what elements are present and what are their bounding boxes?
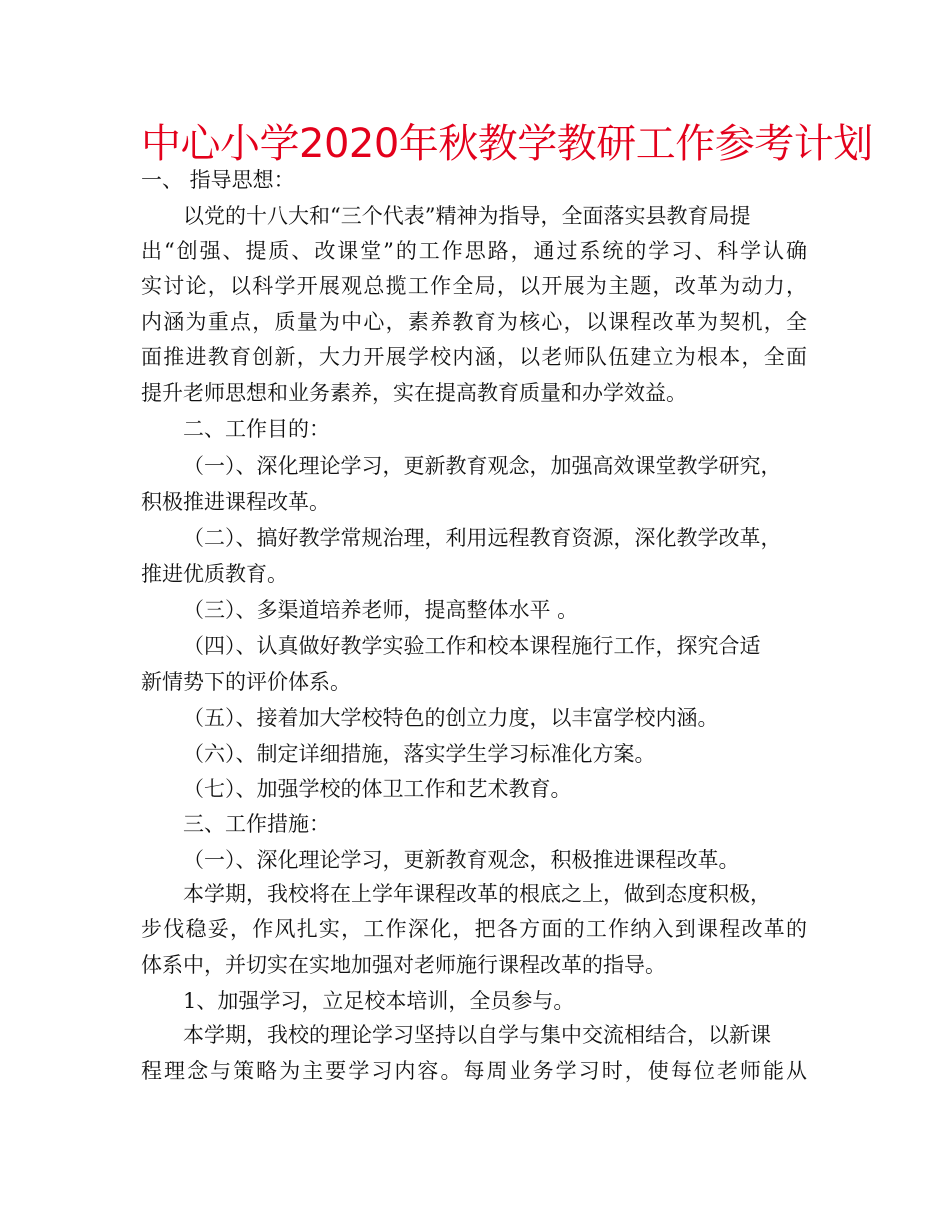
paragraph-line: 出“创强、提质、改课堂”的工作思路，通过系统的学习、科学认确 bbox=[141, 239, 807, 263]
paragraph-line: 内涵为重点，质量为中心，素养教育为核心，以课程改革为契机，全 bbox=[141, 310, 807, 334]
subsection-heading: 1、加强学习，立足校本培训，全员参与。 bbox=[183, 989, 575, 1013]
list-item-line: 积极推进课程改革。 bbox=[141, 490, 330, 514]
list-item-line: （五）、接着加大学校特色的创立力度，以丰富学校内涵。 bbox=[183, 706, 719, 730]
list-item-line: （二）、搞好教学常规治理，利用远程教育资源，深化教学改革， bbox=[183, 526, 782, 550]
section-heading: 一、 指导思想： bbox=[141, 168, 295, 192]
paragraph-line: 以党的十八大和“三个代表”精神为指导，全面落实县教育局提 bbox=[183, 204, 751, 228]
document-title: 中心小学2020年秋教学教研工作参考计划 bbox=[141, 121, 873, 167]
list-item-line: （一）、深化理论学习，更新教育观念，积极推进课程改革。 bbox=[183, 848, 740, 872]
paragraph-line: 本学期，我校的理论学习坚持以自学与集中交流相结合，以新课 bbox=[183, 1023, 771, 1047]
list-item-line: 推进优质教育。 bbox=[141, 562, 288, 586]
paragraph-line: 体系中，并切实在实地加强对老师施行课程改革的指导。 bbox=[141, 953, 666, 977]
paragraph-line: 步伐稳妥，作风扎实，工作深化，把各方面的工作纳入到课程改革的 bbox=[141, 917, 807, 941]
list-item-line: （三）、多渠道培养老师，提高整体水平 。 bbox=[183, 598, 579, 622]
list-item-line: （四）、认真做好教学实验工作和校本课程施行工作，探究合适 bbox=[183, 634, 761, 658]
list-item-line: （七）、加强学校的体卫工作和艺术教育。 bbox=[183, 777, 572, 801]
section-heading: 二、工作目的： bbox=[183, 417, 330, 441]
section-heading: 三、工作措施： bbox=[183, 812, 330, 836]
list-item-line: （六）、制定详细措施，落实学生学习标准化方案。 bbox=[183, 742, 656, 766]
paragraph-line: 实讨论，以科学开展观总揽工作全局，以开展为主题，改革为动力， bbox=[141, 274, 807, 298]
paragraph-line: 提升老师思想和业务素养，实在提高教育质量和办学效益。 bbox=[141, 381, 687, 405]
paragraph-line: 程理念与策略为主要学习内容。每周业务学习时，使每位老师能从 bbox=[141, 1059, 807, 1083]
list-item-line: （一）、深化理论学习，更新教育观念，加强高效课堂教学研究， bbox=[183, 454, 782, 478]
paragraph-line: 本学期，我校将在上学年课程改革的根底之上，做到态度积极， bbox=[183, 882, 771, 906]
list-item-line: 新情势下的评价体系。 bbox=[141, 670, 351, 694]
paragraph-line: 面推进教育创新，大力开展学校内涵，以老师队伍建立为根本，全面 bbox=[141, 345, 807, 369]
